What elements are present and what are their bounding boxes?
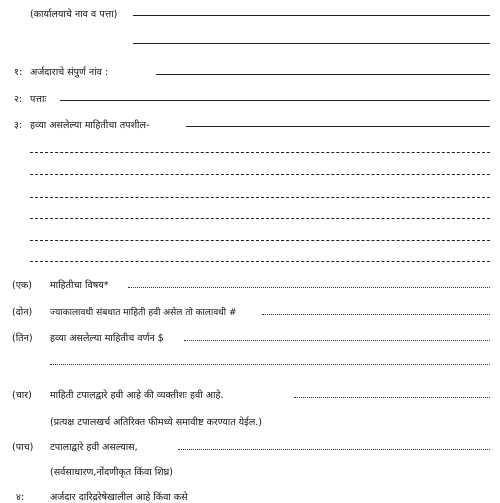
postage-note: (प्रत्यक्ष टपालखर्च अतिरिक्त फीमध्ये समावीष्ट करण्यात येईल.) (50, 417, 263, 428)
subitem-1-marker: (एक) (12, 280, 32, 291)
info-details-line-0[interactable] (186, 126, 490, 127)
bpl-label: अर्जदार दारिद्ररेषेखालील आहे किंवा कसे (50, 492, 188, 503)
applicant-name-line[interactable] (156, 74, 490, 75)
address-label: पत्ताः (30, 94, 47, 105)
delivery-mode-label: माहिती टपालद्वारे हवी आहे की व्यक्तीशः हवी आहे. (50, 390, 224, 401)
subitem-3-marker: (तिन) (12, 333, 33, 344)
post-type-label: टपालाद्वारे हवी असल्यास, (50, 442, 138, 453)
subitem-2-marker: (दोन) (12, 307, 33, 318)
info-details-line-6[interactable] (30, 261, 490, 262)
field-4-number: ४: (16, 492, 25, 503)
period-line[interactable] (262, 314, 490, 315)
field-3-number: ३: (14, 120, 23, 131)
post-type-line[interactable] (178, 449, 490, 450)
address-line[interactable] (60, 100, 490, 101)
field-1-number: १: (14, 67, 23, 78)
field-2-number: २: (14, 94, 23, 105)
subject-label: माहितीचा विषय* (50, 280, 109, 291)
office-line-1[interactable] (133, 15, 490, 16)
info-details-label: हव्या असलेल्या माहितीचा तपशील- (30, 120, 150, 131)
info-details-line-5[interactable] (30, 240, 490, 241)
subject-line[interactable] (128, 287, 490, 288)
info-details-line-1[interactable] (30, 152, 490, 153)
subitem-5-marker: (पाच) (12, 442, 34, 453)
period-label: ज्याकालावधी संबधात माहिती हवी असेल तो कालावधी # (50, 308, 237, 318)
applicant-name-label: अर्जदाराचे संपुर्ण नांव : (30, 67, 109, 78)
delivery-mode-line[interactable] (294, 397, 490, 398)
info-details-line-2[interactable] (30, 174, 490, 175)
subitem-4-marker: (चार) (12, 390, 32, 401)
post-type-note: (सर्वसाधारण,नोंदणीकृत किंवा शिघ्र) (50, 467, 173, 478)
info-details-line-4[interactable] (30, 218, 490, 219)
description-line-1[interactable] (184, 340, 490, 341)
office-label: (कार्यालयाचे नाव व पत्ता) (30, 9, 118, 20)
info-details-line-3[interactable] (30, 197, 490, 198)
description-label: हव्या असलेल्या माहितीच वर्णन $ (50, 333, 164, 344)
office-line-2[interactable] (133, 43, 490, 44)
description-line-2[interactable] (50, 364, 490, 365)
